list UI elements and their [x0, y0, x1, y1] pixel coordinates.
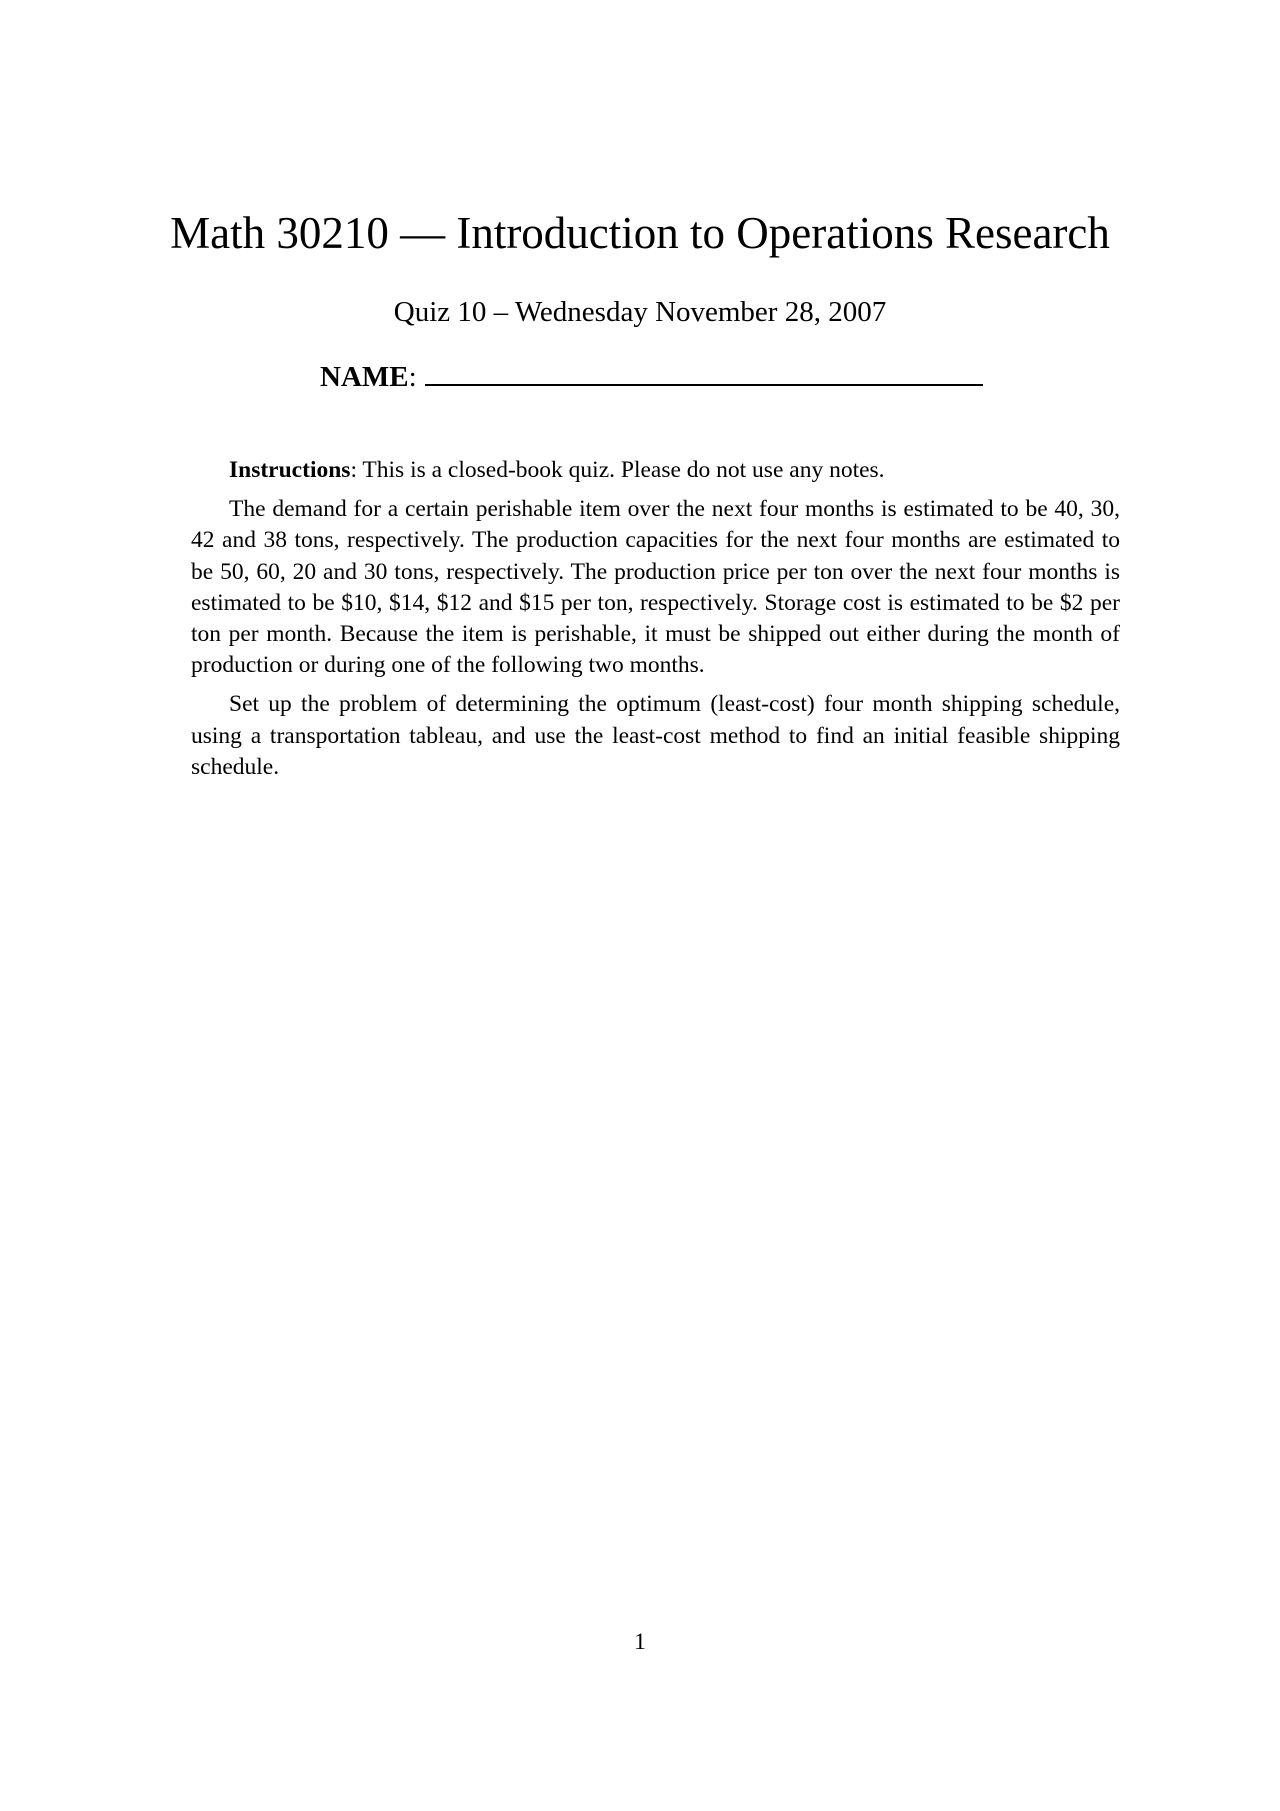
instructions-paragraph	[191, 455, 1120, 486]
problem-paragraph: The demand for a certain perishable item over the next four months is estimated to be 40, 30, 42 and 38 tons, respectively. The production capacities for the next four months are estimated to be 50, 60, 20 and 30 tons, respectively. The production price per ton over the next four months is estimated to be $10, $14, $12 and $15 per ton, respectively. Storage cost is estimated to be $2 per ton per month. Because the item is perishable, it must be shipped out either during the month of production or during one of the following two months.	[191, 496, 1120, 679]
instructions-text: : This is a closed-book quiz. Please do not use any notes.	[350, 457, 885, 483]
page-number: 1	[634, 1629, 646, 1655]
name-blank-line	[425, 354, 983, 386]
task-paragraph: Set up the problem of determining the optimum (least-cost) four month shipping schedule, using a transportation tableau, and use the least-cost method to find an initial feasible shipping schedule.	[191, 691, 1120, 780]
page-title: Math 30210 — Introduction to Operations Research	[170, 208, 1110, 258]
instructions-label: Instructions	[229, 457, 351, 483]
quiz-subtitle: Quiz 10 – Wednesday November 28, 2007	[393, 296, 887, 328]
name-field	[320, 354, 983, 397]
name-label: NAME	[320, 361, 409, 393]
quiz-body	[191, 455, 1120, 791]
name-colon: :	[408, 361, 417, 393]
